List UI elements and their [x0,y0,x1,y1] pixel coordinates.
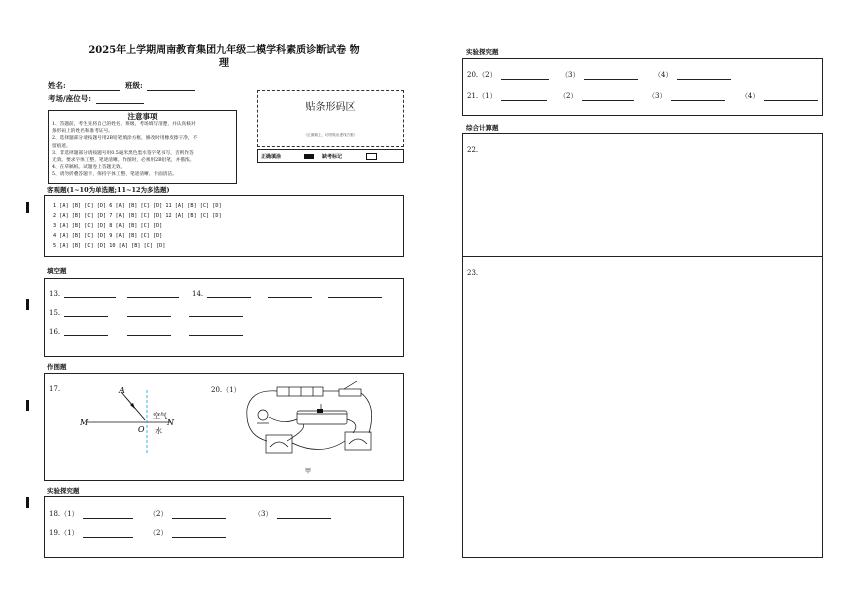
q21-3-blank[interactable] [671,100,725,101]
q14-label: 14. [192,290,204,298]
barcode-note: （正面朝上，切勿贴出虚线方框） [303,133,358,137]
filled-mark-icon [304,154,314,159]
label-air: 空气 [153,412,167,420]
q14-blank-3[interactable] [328,297,382,298]
absent-mark-label: 缺考标记 [322,154,343,160]
q13-row [49,290,181,298]
q13-blank-1[interactable] [64,297,116,298]
q15-label: 15. [49,309,61,317]
choice-row[interactable]: 4 [A] [B] [C] [D] 9 [A] [B] [C] [D] [53,233,163,239]
q16-label: 16. [49,328,61,336]
q23-label: 23. [467,269,479,277]
label-jia: 甲 [305,468,312,475]
page-title-line2: 理 [219,58,229,69]
choice-row[interactable]: 1 [A] [B] [C] [D] 6 [A] [B] [C] [D] 11 [A] [B] [C] [D] [53,203,222,209]
choice-row[interactable]: 3 [A] [B] [C] [D] 8 [A] [B] [C] [D] [53,223,163,229]
q20-4-blank[interactable] [677,79,731,80]
q20-row [467,70,733,80]
experiment-right-heading: 实验探究题 [466,48,499,56]
q18-3-label: （3） [254,510,273,518]
q18-1-label: 18.（1） [49,510,79,518]
q21-4-label: （4） [740,92,760,100]
battery-pack-icon [277,387,323,396]
label-m: M [80,418,89,427]
q17-label: 17. [49,385,61,393]
q20-2-label: 20.（2） [467,71,497,79]
q21-1-blank[interactable] [501,100,547,101]
notice-item: 无效。要求字体工整、笔迹清晰。作图时，必须用2B铅笔，并描浓。 [52,158,195,164]
timing-mark [26,202,29,213]
q16-blank-1[interactable] [64,335,108,336]
q21-4-blank[interactable] [764,100,818,101]
choice-row[interactable]: 2 [A] [B] [C] [D] 7 [A] [B] [C] [D] 12 [A] [B] [C] [D] [53,213,222,219]
q22-label: 22. [467,146,479,154]
q21-3-label: （3） [648,92,667,100]
q18-3-blank[interactable] [277,518,331,519]
q18-row [49,509,333,519]
notice-box [48,110,237,184]
label-water: 水 [155,427,162,435]
refraction-diagram [75,382,185,462]
q21-1-label: 21.（1） [467,92,497,100]
q14-blank-1[interactable] [207,297,251,298]
experiment-right-box [462,58,823,116]
timing-mark [26,299,29,310]
q21-2-label: （2） [559,92,578,100]
q19-1-blank[interactable] [83,537,133,538]
q20-2-blank[interactable] [501,79,549,80]
q15-blank-2[interactable] [127,316,171,317]
notice-item: 1、答题前，考生先将自己的姓名、班级、考场填写清楚，并认真核对 [52,122,196,127]
ammeter-icon [266,435,292,453]
page-title [44,44,404,70]
fill-legend [257,149,404,163]
q16-blank-3[interactable] [189,335,243,336]
voltmeter-icon [345,432,371,450]
q13-blank-2[interactable] [127,297,179,298]
label-o: O [138,425,145,434]
notice-item: 2、选择题部分请按题号用2B铅笔填涂方框，修改时用橡皮擦干净，不 [52,136,198,142]
q18-2-blank[interactable] [172,518,226,519]
drawing-heading: 作图题 [47,363,67,371]
label-a: A [119,386,125,395]
q20-1-label: 20.（1） [211,386,241,394]
label-n: N [167,418,174,427]
barcode-area [257,90,404,147]
timing-mark [26,497,29,508]
class-field[interactable] [147,90,195,91]
q13-label: 13. [49,290,61,298]
notice-item: 留痕迹。 [52,143,71,149]
q16-blank-2[interactable] [127,335,171,336]
q19-2-label: （2） [149,529,168,537]
q14-row [192,290,384,298]
drawing-box [44,373,404,481]
calc-heading: 综合计算题 [466,124,499,132]
notice-item: 5、请勿折叠答题卡，保持字体工整、笔迹清晰、卡面清洁。 [52,172,177,178]
calc-q23-box[interactable] [462,256,823,558]
q15-blank-1[interactable] [64,316,108,317]
choice-row[interactable]: 5 [A] [B] [C] [D] 10 [A] [B] [C] [D] [53,243,166,249]
fill-blank-box [44,278,404,357]
switch-icon [339,389,361,396]
notice-item: 4、在草稿纸、试题卷上答题无效。 [52,165,126,171]
q19-2-blank[interactable] [172,537,226,538]
notice-item: 3、非选择题部分请按题号用0.5毫米黑色墨水签字笔书写，否则作答 [52,150,194,156]
notice-list [52,121,233,179]
experiment-left-heading: 实验探究题 [47,487,80,495]
student-name-row [48,80,197,91]
q18-2-label: （2） [149,510,168,518]
circuit-diagram [241,379,381,477]
class-label: 班级: [125,81,143,90]
q15-blank-3[interactable] [189,316,243,317]
name-label: 姓名: [48,81,66,90]
fill-blank-heading: 填空题 [47,267,67,275]
objective-answer-box [44,195,404,257]
page-title-line1: 2025年上学期周南教育集团九年级二模学科素质诊断试卷 物 [88,45,360,56]
q21-2-blank[interactable] [582,100,634,101]
seat-label: 考场/座位号: [48,94,92,103]
student-seat-row [48,93,146,104]
notice-item: 条形码上的姓名和准考证号。 [52,129,113,135]
experiment-left-box [44,496,404,558]
objective-heading: 客观题(1~10为单选题;11~12为多选题) [47,186,170,194]
name-field[interactable] [70,90,120,91]
q20-3-label: （3） [561,71,580,79]
bulb-icon [258,410,268,420]
slider-icon [317,409,323,413]
q16-row [49,328,245,336]
barcode-title: 贴条形码区 [305,102,356,113]
correct-fill-label: 正确填涂 [261,154,282,160]
absent-checkbox[interactable] [366,153,377,160]
calc-q22-box[interactable] [462,133,823,257]
notice-title: 注意事项 [127,112,158,121]
q20-4-label: （4） [654,71,673,79]
q18-1-blank[interactable] [83,518,133,519]
q15-row [49,309,245,317]
q21-row [467,91,820,101]
q19-row [49,528,228,538]
q14-blank-2[interactable] [268,297,312,298]
seat-field[interactable] [96,103,144,104]
q20-3-blank[interactable] [584,79,638,80]
q19-1-label: 19.（1） [49,529,79,537]
timing-mark [26,400,29,411]
